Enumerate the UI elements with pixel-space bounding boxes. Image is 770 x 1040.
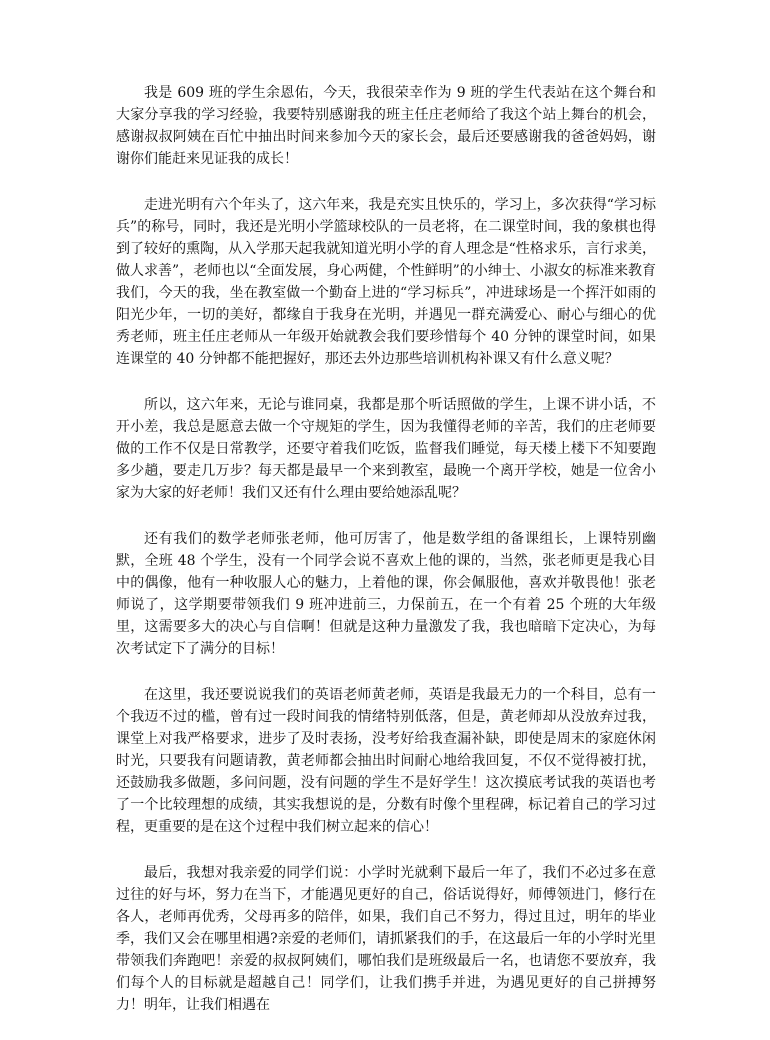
paragraph-english-teacher: 在这里，我还要说说我们的英语老师黄老师，英语是我最无力的一个科目，总有一个我迈不过的槛，曾有过一段时间我的情绪特别低落，但是，黄老师却从没放弃过我，课堂上对我严格要求，进步了及时表扬，没考好给我查漏补缺，即使是周末的家庭休闲时光，只要我有问题请教，黄老师都会抽出时间耐心地给我回复，不仅不觉得被打扰，还鼓励我多做题，多问问题，没有问题的学生不是好学生！这次摸底考试我的英语也考了一个比较理想的成绩，其实我想说的是，分数有时像个里程碑，标记着自己的学习过程，更重要的是在这个过程中我们树立起来的信心！	[116, 687, 656, 835]
document-page	[116, 82, 656, 1040]
paragraph-intro: 我是 609 班的学生余恩佑，今天，我很荣幸作为 9 班的学生代表站在这个舞台和大家分享我的学习经验，我要特别感谢我的班主任庄老师给了我这个站上舞台的机会，感谢叔叔阿姨在百忙中抽出时间来参加今天的家长会，最后还要感谢我的爸爸妈妈，谢谢你们能赶来见证我的成长！	[116, 85, 656, 167]
paragraph-math-teacher: 还有我们的数学老师张老师，他可厉害了，他是数学组的备课组长，上课特别幽默，全班 48 个学生，没有一个同学会说不喜欢上他的课的，当然，张老师更是我心目中的偶像，他有一种收服人心的魅力，上着他的课，你会佩服他，喜欢并敬畏他！张老师说了，这学期要带领我们 9 班冲进前三，力保前五，在一个有着 25 个班的大年级里，这需要多大的决心与自信啊！但就是这种力量激发了我，我也暗暗下定决心，为每次考试定下了满分的目标！	[116, 531, 656, 657]
paragraph-closing: 最后，我想对我亲爱的同学们说：小学时光就剩下最后一年了，我们不必过多在意过往的好与坏，努力在当下，才能遇见更好的自己，俗话说得好，师傅领进门，修行在各人，老师再优秀，父母再多的陪伴，如果，我们自己不努力，得过且过，明年的毕业季，我们又会在哪里相遇?亲爱的老师们，请抓紧我们的手，在这最后一年的小学时光里带领我们奔跑吧！亲爱的叔叔阿姨们，哪怕我们是班级最后一名，也请您不要放弃，我们每个人的目标就是超越自己！同学们，让我们携手并进，为遇见更好的自己拼搏努力！明年，让我们相遇在	[116, 865, 656, 1013]
paragraph-class-teacher: 所以，这六年来，无论与谁同桌，我都是那个听话照做的学生，上课不讲小话，不开小差，我总是愿意去做一个守规矩的学生，因为我懂得老师的辛苦，我们的庄老师要做的工作不仅是日常教学，还要守着我们吃饭，监督我们睡觉，每天楼上楼下不知要跑多少趟，要走几万步？每天都是最早一个来到教室，最晚一个离开学校，她是一位舍小家为大家的好老师！我们又还有什么理由要给她添乱呢？	[116, 397, 656, 501]
paragraph-six-years: 走进光明有六个年头了，这六年来，我是充实且快乐的，学习上，多次获得“学习标兵”的称号，同时，我还是光明小学篮球校队的一员老将，在二课堂时间，我的象棋也得到了较好的熏陶，从入学那天起我就知道光明小学的育人理念是“性格求乐，言行求美，做人求善”，老师也以“全面发展，身心两健，个性鲜明”的小绅士、小淑女的标准来教育我们，今天的我，坐在教室做一个勤奋上进的“学习标兵”，冲进球场是一个挥汗如雨的阳光少年，一切的美好，都缘自于我身在光明，并遇见一群充满爱心、耐心与细心的优秀老师，班主任庄老师从一年级开始就教会我们要珍惜每个 40 分钟的课堂时间，如果连课堂的 40 分钟都不能把握好，那还去外边那些培训机构补课又有什么意义呢？	[116, 197, 656, 367]
